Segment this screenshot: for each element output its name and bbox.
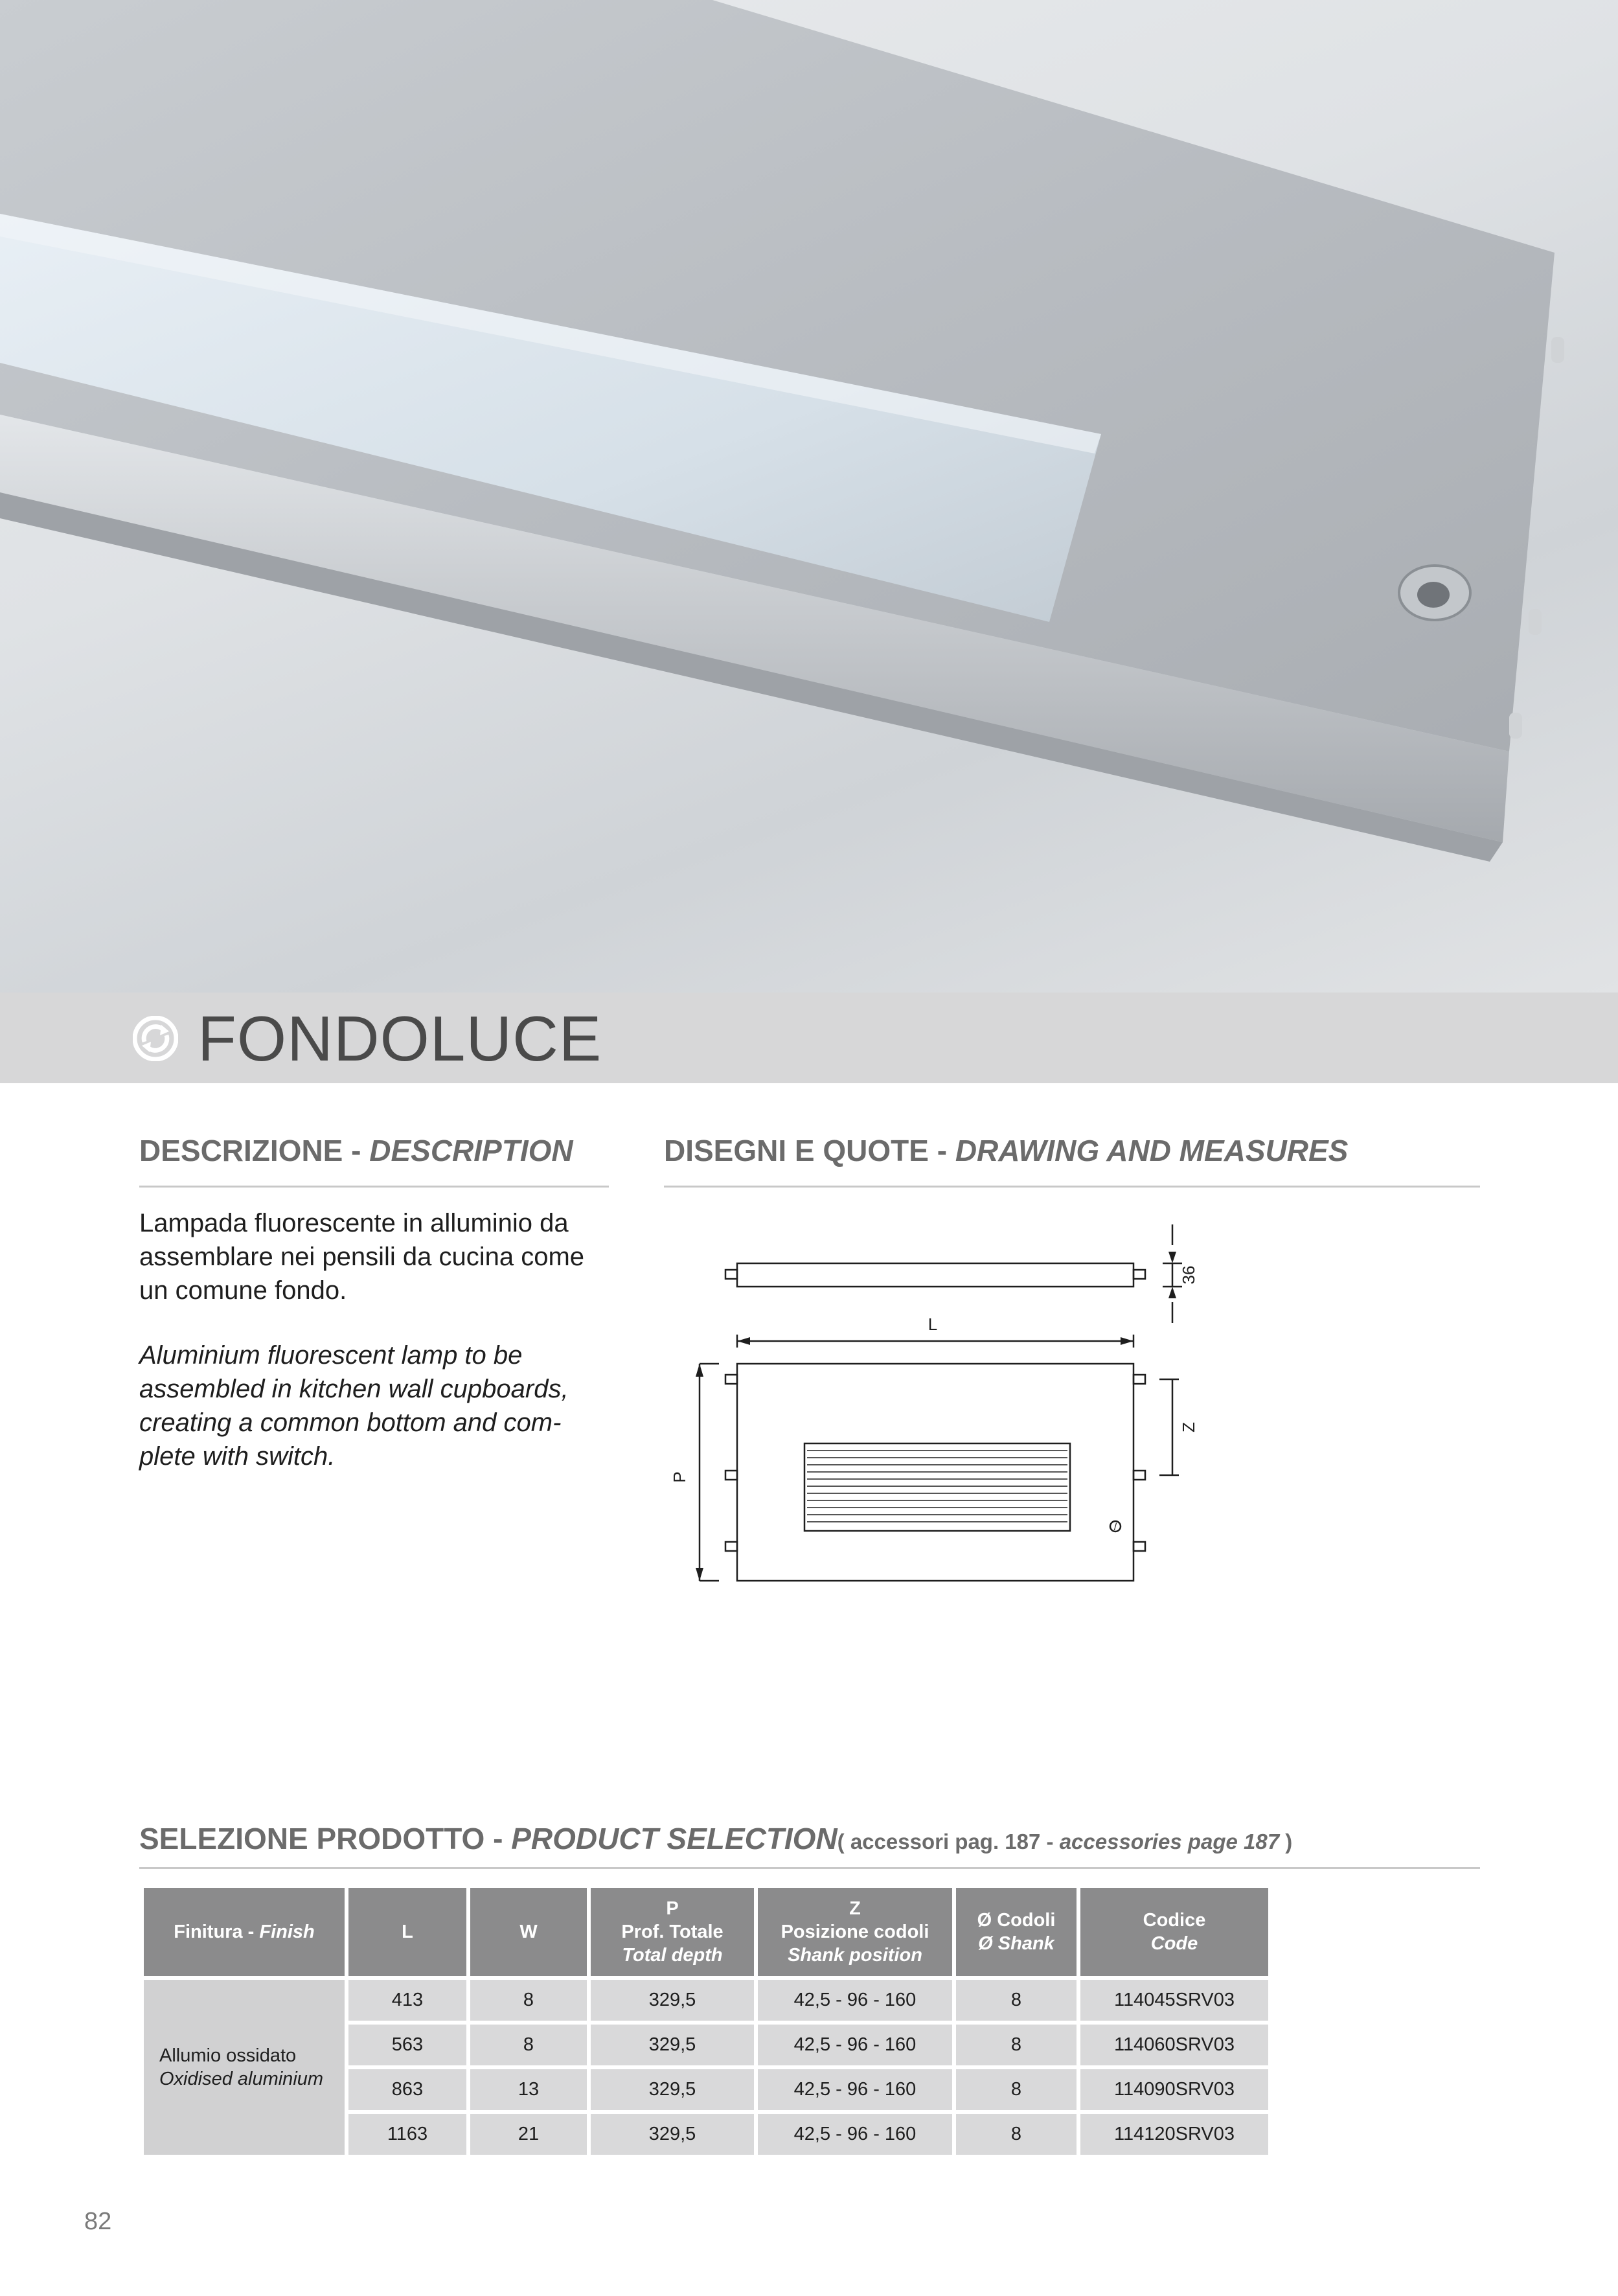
technical-drawing — [648, 1205, 1231, 1607]
cell-shank: 8 — [956, 2025, 1077, 2065]
cell-w: 8 — [470, 2025, 587, 2065]
height-label: 36 — [1179, 1265, 1198, 1285]
length-label: L — [928, 1314, 938, 1334]
side-view-body — [737, 1263, 1134, 1287]
selection-heading: SELEZIONE PRODOTTO - PRODUCT SELECTION( accessori pag. 187 - accessories page 187 ) — [139, 1822, 1293, 1855]
cell-z: 42,5 - 96 - 160 — [758, 2114, 952, 2155]
cell-shank: 8 — [956, 1980, 1077, 2021]
cell-code: 114045SRV03 — [1080, 1980, 1268, 2021]
cell-l: 563 — [348, 2025, 466, 2065]
cell-code: 114060SRV03 — [1080, 2025, 1268, 2065]
product-photo — [0, 0, 1618, 993]
cell-p: 329,5 — [591, 1980, 754, 2021]
finish-cell: Allumio ossidato Oxidised aluminium — [144, 1980, 345, 2155]
cell-code: 114090SRV03 — [1080, 2069, 1268, 2110]
page-number: 82 — [84, 2208, 112, 2235]
table-header-row — [144, 1888, 1268, 1976]
selection-rule — [139, 1867, 1480, 1869]
description-rule — [139, 1186, 609, 1188]
shank-label: Z — [1179, 1422, 1198, 1432]
table-row — [144, 1980, 1268, 2021]
product-table — [140, 1884, 1272, 2159]
header-code: Codice Code — [1080, 1888, 1268, 1976]
description-text-italian: Lampada fluorescente in alluminio da assemblare nei pensili da cucina come un comune fondo. — [139, 1209, 585, 1305]
cell-l: 413 — [348, 1980, 466, 2021]
cell-l: 863 — [348, 2069, 466, 2110]
header-z: Z Posizione codoli Shank position — [758, 1888, 952, 1976]
cell-l: 1163 — [348, 2114, 466, 2155]
header-p: P Prof. Totale Total depth — [591, 1888, 754, 1976]
cell-w: 13 — [470, 2069, 587, 2110]
refresh-icon — [133, 1016, 178, 1061]
cell-code: 114120SRV03 — [1080, 2114, 1268, 2155]
header-w: W — [470, 1888, 587, 1976]
product-title: FONDOLUCE — [198, 1003, 602, 1074]
depth-label: P — [670, 1471, 689, 1483]
description-heading: DESCRIZIONE - DESCRIPTION — [139, 1134, 573, 1167]
header-shank: Ø Codoli Ø Shank — [956, 1888, 1077, 1976]
selection-note: ( accessori pag. 187 - accessories page 187 ) — [837, 1830, 1293, 1854]
cell-z: 42,5 - 96 - 160 — [758, 2069, 952, 2110]
svg-text:/: / — [1113, 1522, 1117, 1533]
header-l: L — [348, 1888, 466, 1976]
cell-p: 329,5 — [591, 2069, 754, 2110]
cell-shank: 8 — [956, 2114, 1077, 2155]
header-finish: Finitura - Finish — [144, 1888, 345, 1976]
diffuser-window — [804, 1443, 1070, 1531]
drawing-heading: DISEGNI E QUOTE - DRAWING AND MEASURES — [664, 1134, 1349, 1167]
cell-w: 21 — [470, 2114, 587, 2155]
cell-shank: 8 — [956, 2069, 1077, 2110]
lamp-photo-illustration — [0, 0, 1618, 993]
cell-w: 8 — [470, 1980, 587, 2021]
cell-p: 329,5 — [591, 2025, 754, 2065]
drawing-rule — [664, 1186, 1480, 1188]
cell-z: 42,5 - 96 - 160 — [758, 1980, 952, 2021]
cell-p: 329,5 — [591, 2114, 754, 2155]
description-text-english: Aluminium fluorescent lamp to be assembled in kitchen wall cupboards, creating a common bottom and com- plete with switch. — [139, 1341, 569, 1471]
cell-z: 42,5 - 96 - 160 — [758, 2025, 952, 2065]
